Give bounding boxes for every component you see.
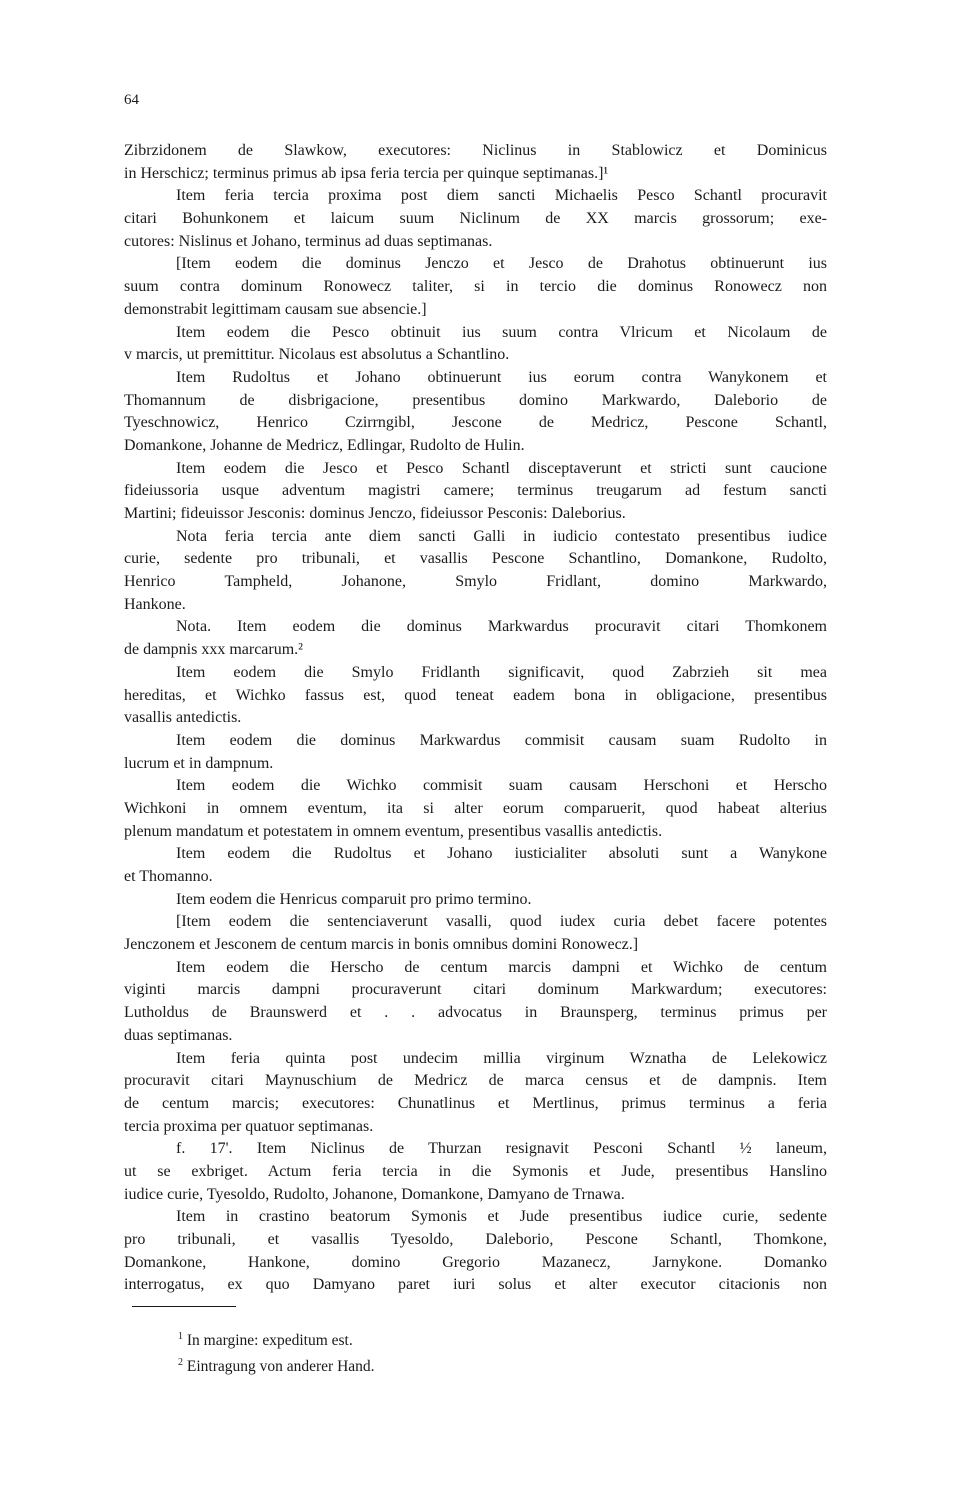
text-line: Thomannum de disbrigacione, presentibus domino Markwardo, Daleborio de	[124, 391, 827, 409]
footnote-text: Eintragung von anderer Hand.	[186, 1358, 375, 1376]
text-line: Item feria quinta post undecim millia virginum Wznatha de Lelekowicz	[176, 1049, 827, 1067]
text-line: [Item eodem die sentenciaverunt vasalli, quod iudex curia debet facere potentes	[176, 913, 827, 931]
text-line: procuravit citari Maynuschium de Medricz de marca census et de dampnis. Item	[124, 1072, 827, 1090]
text-line: Item feria tercia proxima post diem sancti Michaelis Pesco Schantl procuravit	[176, 187, 827, 205]
footnote-rule	[132, 1306, 236, 1307]
text-line: Nota. Item eodem die dominus Markwardus procuravit citari Thomkonem	[176, 618, 827, 636]
text-line: citari Bohunkonem et laicum suum Niclinum de XX marcis grossorum; exe-	[124, 210, 827, 228]
text-line: lucrum et in dampnum.	[124, 754, 274, 772]
text-line: Wichkoni in omnem eventum, ita si alter eorum comparuerit, quod habeat alterius	[124, 799, 827, 817]
text-line: Item Rudoltus et Johano obtinuerunt ius eorum contra Wanykonem et	[176, 368, 827, 386]
footnote-text: In margine: expeditum est.	[186, 1332, 353, 1350]
text-line: v marcis, ut premittitur. Nicolaus est absolutus a Schantlino.	[124, 346, 510, 364]
text-line: Lutholdus de Braunswerd et . . advocatus in Braunsperg, terminus primus per	[124, 1004, 827, 1022]
text-line: Jenczonem et Jesconem de centum marcis in bonis omnibus domini Ronowecz.]	[124, 936, 639, 954]
footnotes	[178, 1326, 778, 1378]
text-line: [Item eodem die dominus Jenczo et Jesco de Drahotus obtinuerunt ius	[176, 255, 827, 273]
text-line: pro tribunali, et vasallis Tyesoldo, Daleborio, Pescone Schantl, Thomkone,	[124, 1231, 827, 1248]
text-line: curie, sedente pro tribunali, et vasallis Pescone Schantlino, Domankone, Rudolto,	[124, 550, 827, 568]
text-line: Item eodem die Herscho de centum marcis dampni et Wichko de centum	[176, 958, 827, 976]
text-line: iudice curie, Tyesoldo, Rudolto, Johanone, Domankone, Damyano de Trnawa.	[124, 1185, 625, 1203]
text-line: Tyeschnowicz, Henrico Czirrngibl, Jescone de Medricz, Pescone Schantl,	[124, 414, 827, 432]
text-line: de dampnis xxx marcarum.²	[124, 641, 303, 659]
text-line: Item eodem die Smylo Fridlanth significavit, quod Zabrzieh sit mea	[176, 663, 827, 681]
text-line: Martini; fideuissor Jesconis: dominus Jenczo, fideiussor Pesconis: Daleborius.	[124, 505, 626, 522]
footnote	[178, 1326, 778, 1352]
text-line: plenum mandatum et potestatem in omnem eventum, presentibus vasallis antedictis.	[124, 822, 663, 840]
text-line: et Thomanno.	[124, 868, 213, 885]
text-line: suum contra dominum Ronowecz taliter, si in tercio die dominus Ronowecz non	[124, 278, 827, 296]
main-text	[124, 140, 827, 1297]
text-line: Item eodem die Henricus comparuit pro primo termino.	[176, 890, 532, 908]
footnote-mark: 1	[178, 1331, 183, 1342]
text-line: tercia proxima per quatuor septimanas.	[124, 1117, 374, 1135]
text-line: ut se exbriget. Actum feria tercia in die Symonis et Jude, presentibus Hanslino	[124, 1162, 827, 1180]
text-line: in Herschicz; terminus primus ab ipsa feria tercia per quinque septimanas.]¹	[124, 164, 609, 182]
text-line: Domankone, Johanne de Medricz, Edlingar, Rudolto de Hulin.	[124, 436, 525, 454]
text-line: Zibrzidonem de Slawkow, executores: Niclinus in Stablowicz et Dominicus	[124, 142, 827, 159]
text-line: Item eodem die dominus Markwardus commisit causam suam Rudolto in	[176, 731, 827, 749]
text-line: Nota feria tercia ante diem sancti Galli in iudicio contestato presentibus iudice	[176, 527, 827, 545]
text-line: f. 17'. Item Niclinus de Thurzan resignavit Pesconi Schantl ½ laneum,	[176, 1140, 827, 1158]
text-line: Hankone.	[124, 595, 186, 613]
text-line: Item eodem die Pesco obtinuit ius suum contra Vlricum et Nicolaum de	[176, 323, 827, 341]
text-line: demonstrabit legittimam causam sue absencie.]	[124, 300, 427, 318]
text-line: Item eodem die Rudoltus et Johano iusticialiter absoluti sunt a Wanykone	[176, 845, 827, 863]
text-line: Domankone, Hankone, domino Gregorio Mazanecz, Jarnykone. Domanko	[124, 1253, 827, 1271]
text-line: Item eodem die Jesco et Pesco Schantl disceptaverunt et stricti sunt caucione	[176, 459, 827, 477]
text-line: hereditas, et Wichko fassus est, quod teneat eadem bona in obligacione, presentibus	[124, 686, 827, 704]
text-line: Henrico Tampheld, Johanone, Smylo Fridlant, domino Markwardo,	[124, 573, 827, 591]
page-number: 64	[124, 92, 139, 108]
text-line: vasallis antedictis.	[124, 709, 242, 727]
text-line: interrogatus, ex quo Damyano paret iuri solus et alter executor citacionis non	[124, 1276, 827, 1294]
footnote-mark: 2	[178, 1357, 183, 1369]
text-line: viginti marcis dampni procuraverunt citari dominum Markwardum; executores:	[124, 981, 827, 999]
text-line: duas septimanas.	[124, 1026, 233, 1044]
text-line: de centum marcis; executores: Chunatlinus et Mertlinus, primus terminus a feria	[124, 1094, 827, 1112]
footnote	[178, 1352, 778, 1378]
text-line: Item in crastino beatorum Symonis et Jude presentibus iudice curie, sedente	[176, 1208, 827, 1226]
text-line: fideiussoria usque adventum magistri camere; terminus treugarum ad festum sancti	[124, 482, 827, 500]
text-line: cutores: Nislinus et Johano, terminus ad duas septimanas.	[124, 232, 493, 250]
text-line: Item eodem die Wichko commisit suam causam Herschoni et Herscho	[176, 777, 827, 795]
